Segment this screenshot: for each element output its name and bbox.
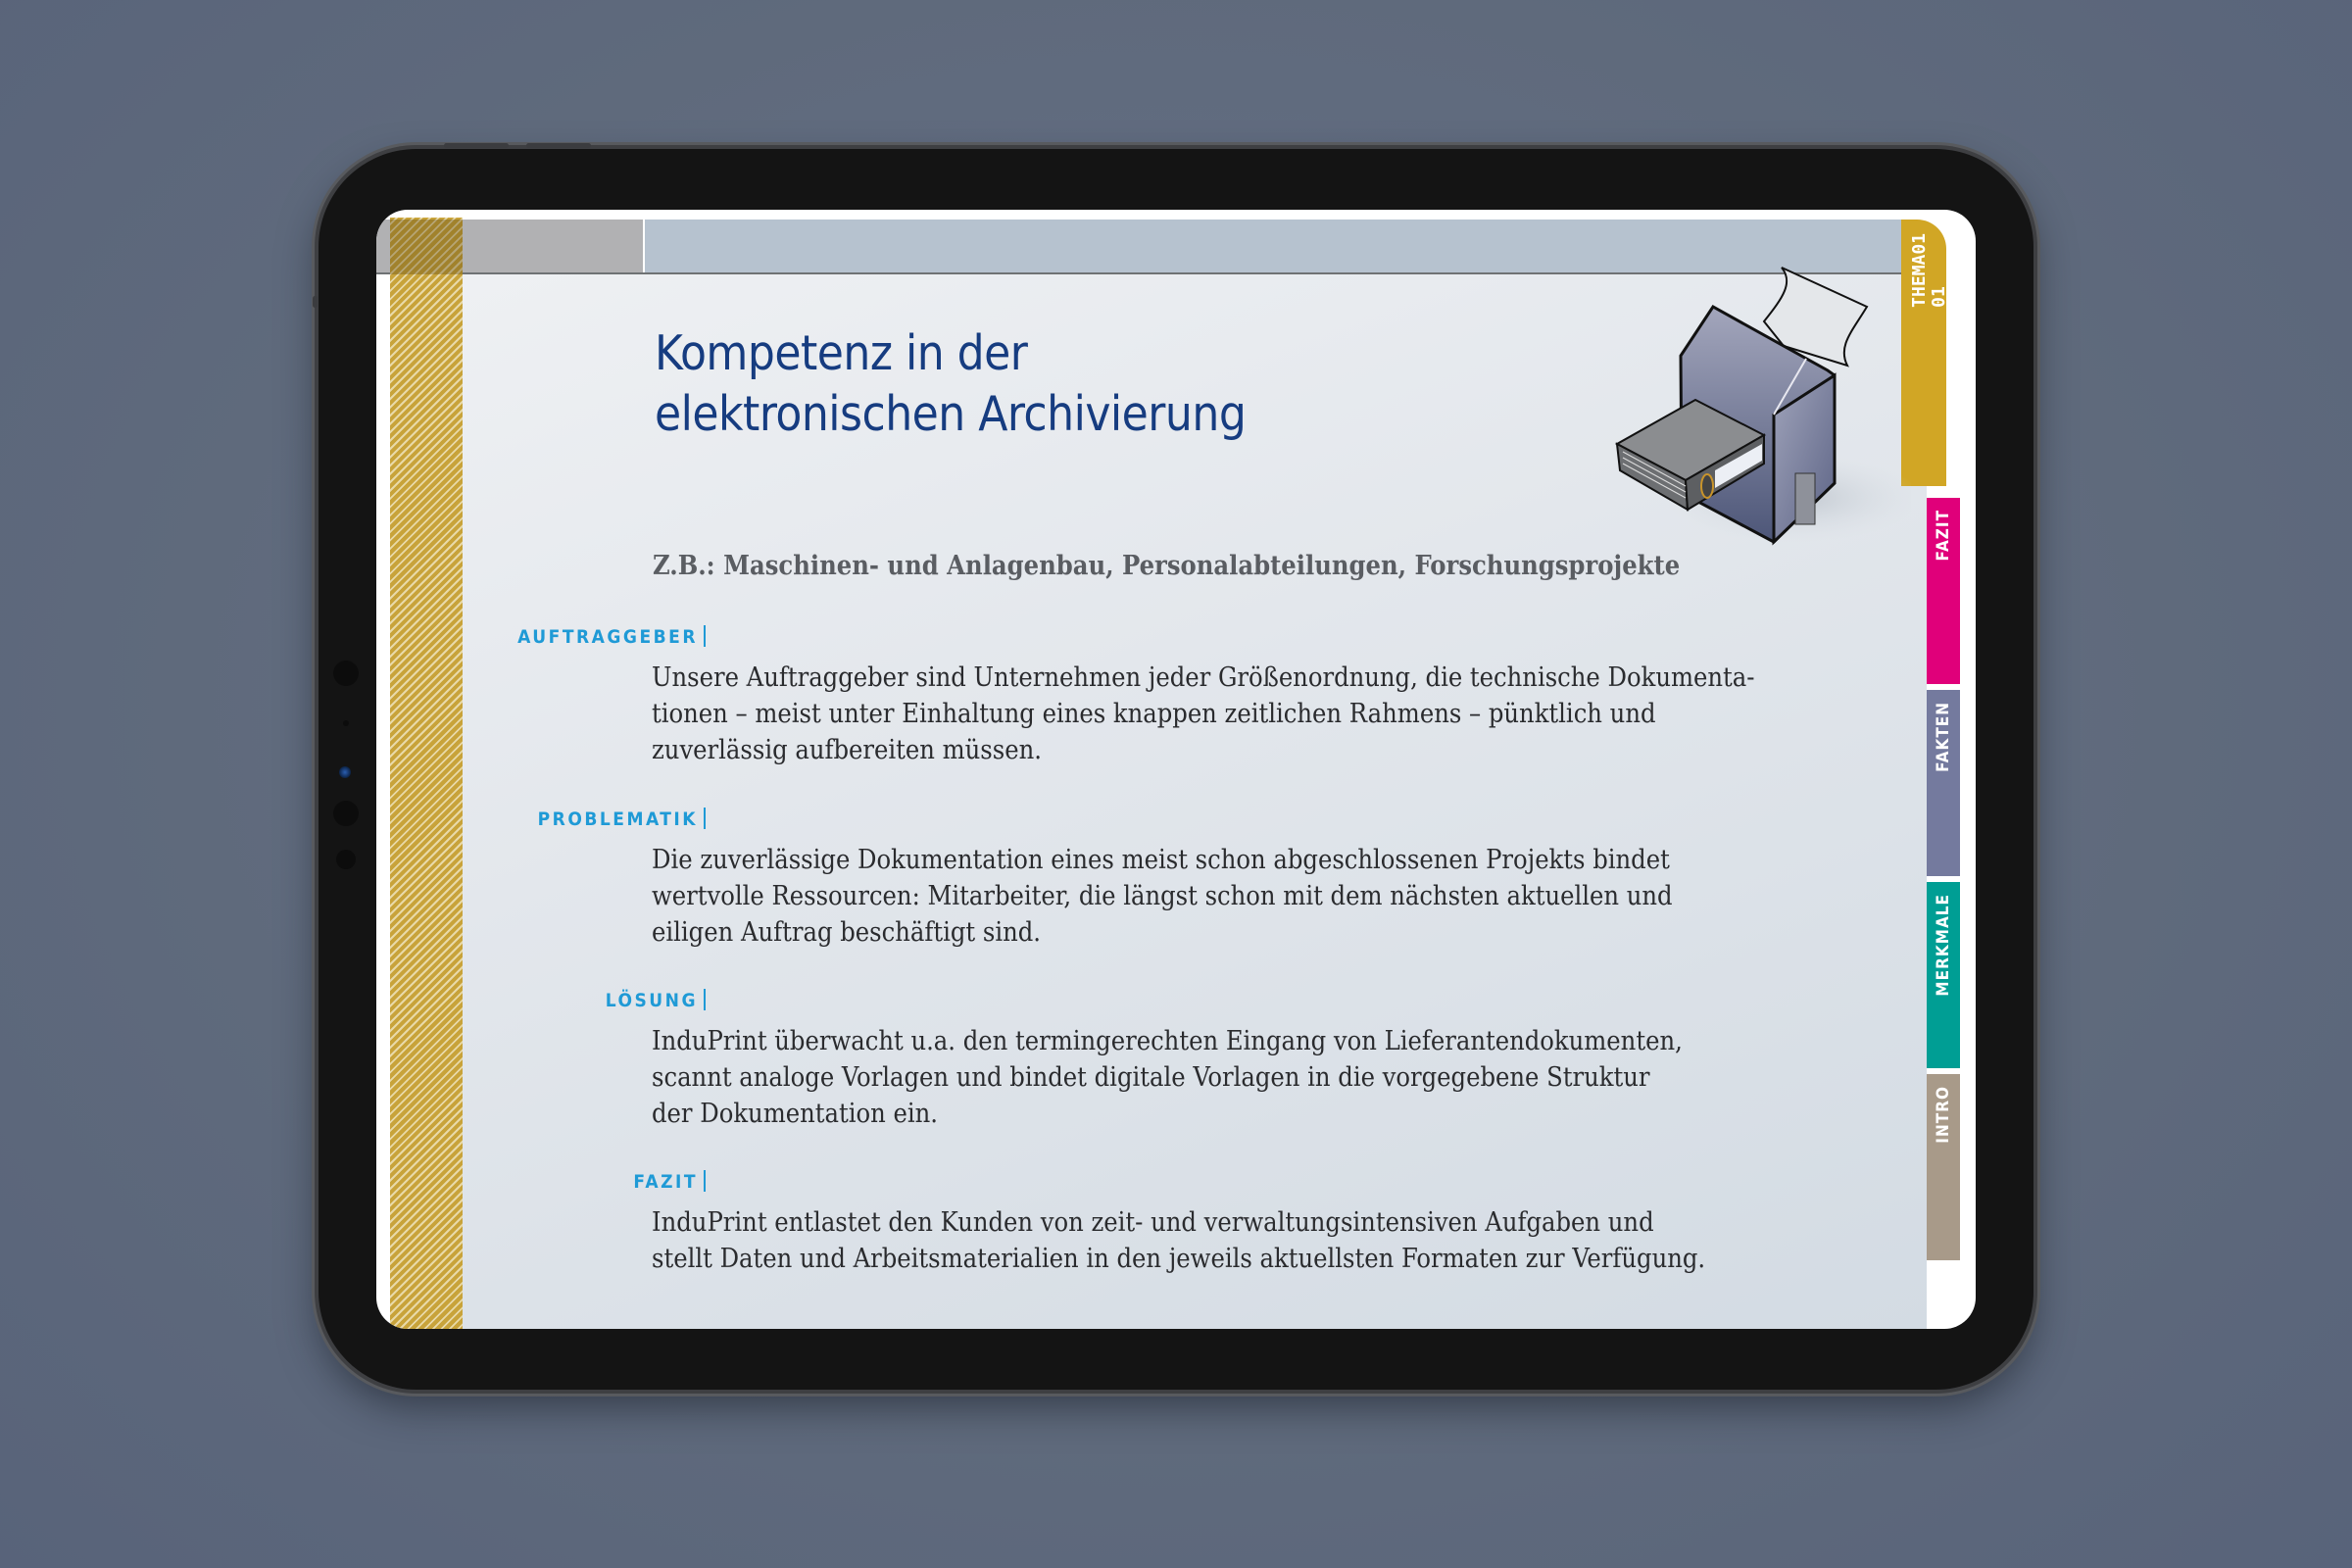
tab-label: FAKTEN xyxy=(1934,702,1953,772)
sensor-dot xyxy=(343,720,349,726)
body-line: tionen – meist unter Einhaltung eines knappen zeitlichen Rahmens – pünktlich und xyxy=(652,699,1656,729)
body-line: eiligen Auftrag beschäftigt sind. xyxy=(652,917,1041,948)
section-label-loesung xyxy=(490,989,706,1011)
tab-label: FAZIT xyxy=(1934,510,1953,562)
section-label-fazit xyxy=(490,1170,706,1193)
sensor-dot xyxy=(333,661,359,686)
label-separator xyxy=(704,808,706,829)
label-separator xyxy=(704,989,706,1010)
thema-number: 01 xyxy=(1929,286,1949,308)
section-label-text: FAZIT xyxy=(633,1171,698,1193)
gold-striped-margin-header-overlay xyxy=(390,220,463,274)
section-body-loesung xyxy=(652,1023,1828,1132)
front-camera-icon xyxy=(339,766,351,778)
section-body-auftraggeber xyxy=(652,660,1828,768)
body-line: wertvolle Ressourcen: Mitarbeiter, die längst schon mit dem nächsten aktuellen und xyxy=(652,881,1673,911)
sensor-dot xyxy=(336,850,356,869)
tab-merkmale[interactable] xyxy=(1927,882,1960,1068)
body-line: InduPrint überwacht u.a. den termingerechten Eingang von Lieferantendokumenten, xyxy=(652,1026,1683,1056)
body-line: der Dokumentation ein. xyxy=(652,1099,938,1129)
section-label-text: LÖSUNG xyxy=(605,990,698,1011)
section-label-auftraggeber xyxy=(490,625,706,648)
section-label-text: AUFTRAGGEBER xyxy=(517,626,698,648)
section-body-problematik xyxy=(652,842,1828,951)
body-line: Die zuverlässige Dokumentation eines meist schon abgeschlossenen Projekts bindet xyxy=(652,845,1670,875)
section-label-text: PROBLEMATIK xyxy=(537,808,698,830)
tab-fakten[interactable] xyxy=(1927,690,1960,876)
body-line: stellt Daten und Arbeitsmaterialien in den jeweils aktuellsten Formaten zur Verfügung. xyxy=(652,1244,1706,1274)
page-title-line-2: elektronischen Archivierung xyxy=(655,386,1247,442)
body-line: zuverlässig aufbereiten müssen. xyxy=(652,735,1042,765)
body-line: InduPrint entlastet den Kunden von zeit- und verwaltungsintensiven Aufgaben und xyxy=(652,1207,1654,1238)
tab-label: MERKMALE xyxy=(1934,894,1953,997)
page-title-line-1: Kompetenz in der xyxy=(655,325,1028,381)
top-button-2[interactable] xyxy=(526,143,591,148)
body-line: scannt analoge Vorlagen und bindet digitale Vorlagen in die vorgegebene Struktur xyxy=(652,1062,1650,1093)
subtitle-examples: Z.B.: Maschinen- und Anlagenbau, Personalabteilungen, Forschungsprojekte xyxy=(653,551,1681,581)
body-line: Unsere Auftraggeber sind Unternehmen jeder Größenordnung, die technische Dokumenta- xyxy=(652,662,1755,693)
page-title xyxy=(655,323,1246,445)
label-separator xyxy=(704,625,706,647)
sensor-dot xyxy=(333,801,359,826)
thema-label: THEMA01 xyxy=(1909,233,1930,308)
side-button[interactable] xyxy=(313,296,318,308)
section-tabs xyxy=(1927,218,1964,1329)
tab-fazit[interactable] xyxy=(1927,498,1960,684)
section-label-problematik xyxy=(490,808,706,830)
section-body-fazit xyxy=(652,1204,1828,1277)
gold-striped-margin xyxy=(390,218,463,1329)
tab-label: INTRO xyxy=(1934,1086,1953,1144)
top-button[interactable] xyxy=(444,143,509,148)
label-separator xyxy=(704,1170,706,1192)
archive-scanner-illustration xyxy=(1588,253,1911,547)
tab-intro[interactable] xyxy=(1927,1074,1960,1260)
